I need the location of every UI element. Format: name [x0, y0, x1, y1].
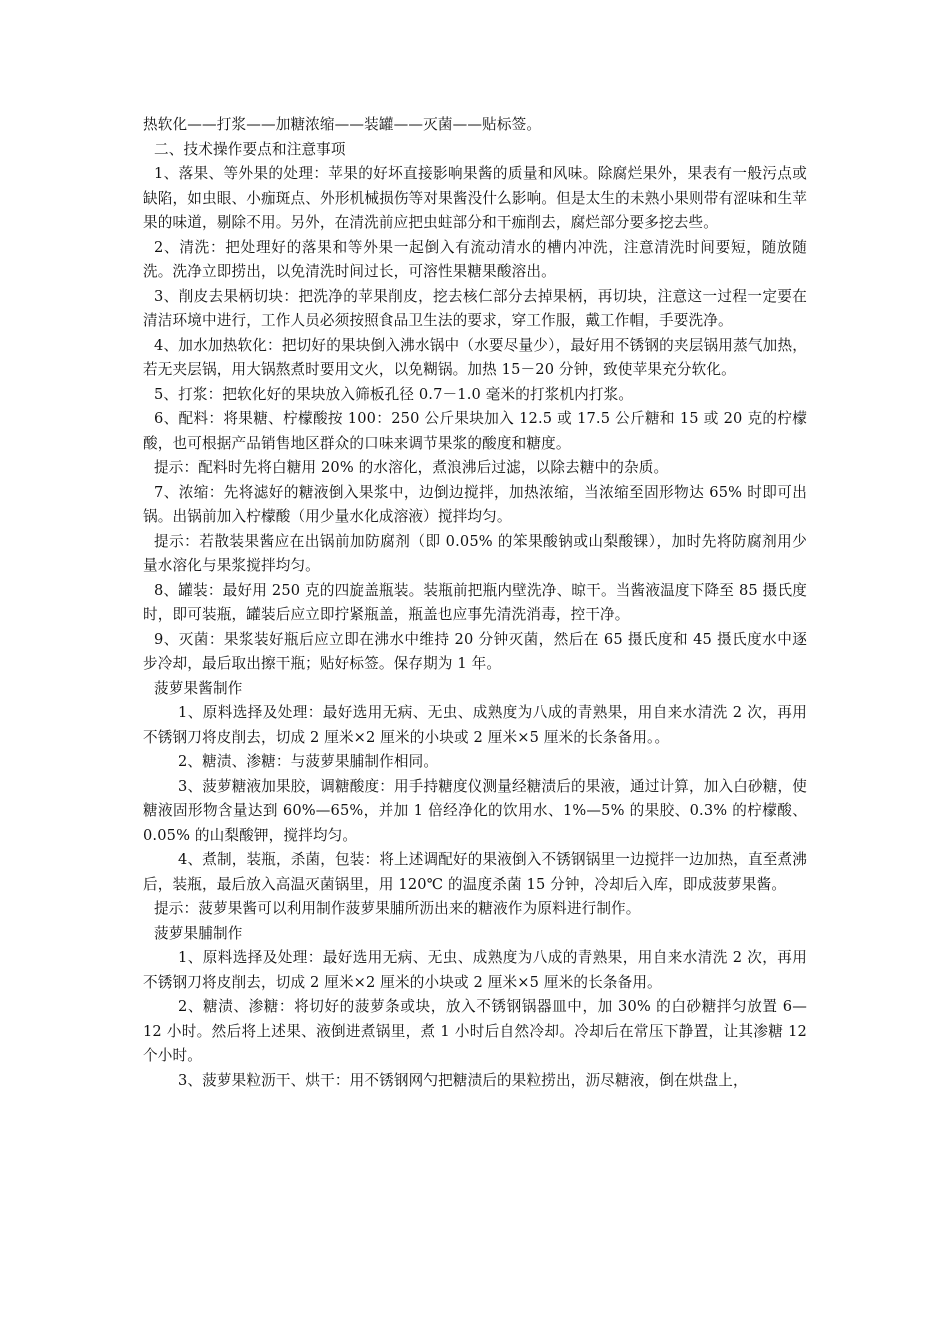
paragraph-tip-sugar-dissolving: 提示：配料时先将白糖用 20% 的水溶化，煮浪沸后过滤，以除去糖中的杂质。 — [154, 459, 669, 476]
paragraph-jam-step-4-cooking: 4、煮制，装瓶，杀菌，包装：将上述调配好的果液倒入不锈钢锅里一边搅拌一边加热，直至煮沸后，装瓶，最后放入高温灭菌锅里，用 120℃ 的温度杀菌 15 分钟，冷却后入库，即成菠萝果酱。 — [143, 851, 807, 893]
paragraph-step-3-peeling-cutting: 3、削皮去果柄切块：把洗净的苹果削皮，挖去核仁部分去掉果柄，再切块，注意这一过程一定要在清洁环境中进行，工作人员必须按照食品卫生法的要求，穿工作服，戴工作帽，手要洗净。 — [143, 287, 807, 329]
paragraph-step-8-canning: 8、罐装：最好用 250 克的四旋盖瓶装。装瓶前把瓶内壁洗净、晾干。当酱液温度下降至 85 摄氏度时，即可装瓶，罐装后应立即拧紧瓶盖，瓶盖也应事先清洗消毒，控干净。 — [143, 581, 807, 623]
heading-pineapple-jam: 菠萝果酱制作 — [154, 679, 243, 697]
paragraph-process-flow: 热软化——打浆——加糖浓缩——装罐——灭菌——贴标签。 — [143, 116, 542, 133]
document-body — [143, 113, 807, 1093]
paragraph-step-2-washing: 2、清洗：把处理好的落果和等外果一起倒入有流动清水的槽内冲洗，注意清洗时间要短，随放随洗。洗净立即捞出，以免清洗时间过长，可溶性果糖果酸溶出。 — [143, 238, 807, 280]
paragraph-step-1-fruit-handling: 1、落果、等外果的处理：苹果的好坏直接影响果酱的质量和风味。除腐烂果外，果表有一般污点或缺陷，如虫眼、小痂斑点、外形机械损伤等对果酱没什么影响。但是太生的未熟小果则带有涩味和生苹果的味道，剔除不用。另外，在清洗前应把虫蛀部分和干痂削去，腐烂部分要多挖去些。 — [143, 165, 807, 231]
paragraph-step-4-softening: 4、加水加热软化：把切好的果块倒入沸水锅中（水要尽量少），最好用不锈钢的夹层锅用蒸气加热，若无夹层锅，用大锅熬煮时要用文火，以免糊锅。加热 15－20 分钟，致使苹果充分软化。 — [143, 336, 807, 378]
paragraph-tip-preservative: 提示：若散装果酱应在出锅前加防腐剂（即 0.05% 的笨果酸钠或山梨酸锞），加时先将防腐剂用少量水溶化与果浆搅拌均匀。 — [143, 532, 807, 574]
paragraph-step-7-concentration: 7、浓缩：先将滤好的糖液倒入果浆中，边倒边搅拌，加热浓缩，当浓缩至固形物达 65% 时即可出锅。出锅前加入柠檬酸（用少量水化成溶液）搅拌均匀。 — [143, 483, 807, 525]
paragraph-step-5-pulping: 5、打浆：把软化好的果块放入筛板孔径 0.7－1.0 毫米的打浆机内打浆。 — [154, 385, 634, 403]
heading-pineapple-preserve: 菠萝果脯制作 — [154, 924, 243, 942]
paragraph-step-9-sterilization: 9、灭菌：果浆装好瓶后应立即在沸水中维持 20 分钟灭菌，然后在 65 摄氏度和 45 摄氏度水中逐步冷却，最后取出擦干瓶；贴好标签。保存期为 1 年。 — [143, 630, 807, 672]
paragraph-tip-pineapple-jam: 提示：菠萝果酱可以利用制作菠萝果脯所沥出来的糖液作为原料进行制作。 — [154, 900, 641, 917]
paragraph-preserve-step-1-materials: 1、原料选择及处理：最好选用无病、无虫、成熟度为八成的青熟果，用自来水清洗 2 次，再用不锈钢刀将皮削去，切成 2 厘米×2 厘米的小块或 2 厘米×5 厘米的长条备用。 — [143, 949, 807, 991]
paragraph-step-6-ingredients: 6、配料：将果糖、柠檬酸按 100：250 公斤果块加入 12.5 或 17.5 公斤糖和 15 或 20 克的柠檬酸，也可根据产品销售地区群众的口味来调节果浆的酸度和糖度。 — [143, 410, 807, 452]
paragraph-jam-step-1-materials: 1、原料选择及处理：最好选用无病、无虫、成熟度为八成的青熟果，用自来水清洗 2 次，再用不锈钢刀将皮削去，切成 2 厘米×2 厘米的小块或 2 厘米×5 厘米的长条备用。。 — [143, 704, 807, 746]
paragraph-jam-step-3-pectin: 3、菠萝糖液加果胶，调糖酸度：用手持糖度仪测量经糖渍后的果液，通过计算，加入白砂糖，使糖液固形物含量达到 60%—65%，并加 1 倍经净化的饮用水、1%—5% 的果胶、0.3% 的柠檬酸、0.05% 的山梨酸钾，搅拌均匀。 — [143, 777, 807, 844]
section-heading-technical-points: 二、技术操作要点和注意事项 — [154, 140, 346, 158]
paragraph-preserve-step-2-sugaring: 2、糖渍、渗糖：将切好的菠萝条或块，放入不锈钢锅器皿中，加 30% 的白砂糖拌匀放置 6—12 小时。然后将上述果、液倒进煮锅里，煮 1 小时后自然冷却。冷却后在常压下静置，让其渗糖 12 个小时。 — [143, 998, 807, 1064]
paragraph-preserve-step-3-drying: 3、菠萝果粒沥干、烘干：用不锈钢网勺把糖渍后的果粒捞出，沥尽糖液，倒在烘盘上， — [178, 1071, 748, 1089]
paragraph-jam-step-2-sugaring: 2、糖渍、渗糖：与菠萝果脯制作相同。 — [178, 753, 439, 770]
